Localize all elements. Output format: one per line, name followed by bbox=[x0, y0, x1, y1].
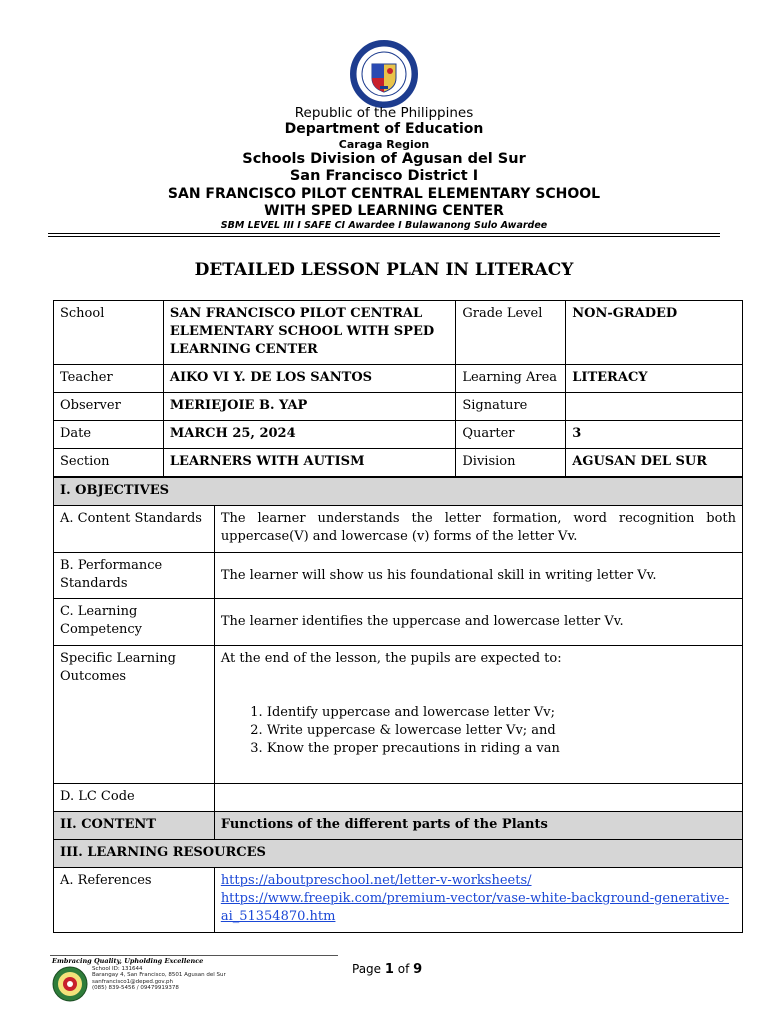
header-divider-double bbox=[48, 236, 720, 237]
lc-code-label: D. LC Code bbox=[54, 784, 215, 812]
table-row bbox=[54, 646, 743, 784]
content-heading: II. CONTENT bbox=[54, 812, 215, 840]
observer-label: Observer bbox=[54, 393, 164, 421]
header-division: Schools Division of Agusan del Sur bbox=[242, 151, 526, 167]
learning-area-value: LITERACY bbox=[566, 365, 743, 393]
content-standards-label: A. Content Standards bbox=[54, 506, 215, 553]
signature-label: Signature bbox=[456, 393, 566, 421]
content-standards-value: The learner understands the letter formation, word recognition both uppercase(V) and lowercase (v) forms of the letter Vv. bbox=[214, 506, 742, 553]
teacher-label: Teacher bbox=[54, 365, 164, 393]
footer-contact-info bbox=[92, 966, 226, 992]
section-label: Section bbox=[54, 449, 164, 477]
header-republic: Republic of the Philippines bbox=[294, 105, 474, 121]
page-number bbox=[352, 962, 422, 977]
table-row bbox=[54, 478, 743, 506]
objectives-heading: I. OBJECTIVES bbox=[54, 478, 743, 506]
page-of: of bbox=[397, 962, 410, 976]
performance-standards-value: The learner will show us his foundational skill in writing letter Vv. bbox=[214, 553, 742, 599]
header-divider bbox=[48, 233, 720, 234]
school-logo bbox=[52, 966, 88, 1002]
header-school-sped: WITH SPED LEARNING CENTER bbox=[264, 203, 504, 219]
specific-outcomes-cell bbox=[214, 646, 742, 784]
table-row bbox=[54, 868, 743, 933]
section-value: LEARNERS WITH AUTISM bbox=[163, 449, 455, 477]
page-total: 9 bbox=[413, 962, 423, 977]
observer-value: MERIEJOIE B. YAP bbox=[163, 393, 455, 421]
footer-school-id: School ID: 131644 bbox=[92, 966, 143, 972]
header-department: Department of Education bbox=[284, 121, 484, 137]
lc-code-value bbox=[214, 784, 742, 812]
quarter-label: Quarter bbox=[456, 421, 566, 449]
header-awards: SBM LEVEL III I SAFE CI Awardee I Bulawanong Sulo Awardee bbox=[220, 220, 548, 231]
performance-standards-label: B. Performance Standards bbox=[54, 553, 215, 599]
footer-email: sanfrancisco1@deped.gov.ph bbox=[92, 978, 173, 985]
lesson-table bbox=[53, 477, 743, 933]
learning-competency-value: The learner identifies the uppercase and lowercase letter Vv. bbox=[214, 599, 742, 646]
learning-area-label: Learning Area bbox=[456, 365, 566, 393]
list-item: 2. Write uppercase & lowercase letter Vv; and bbox=[267, 722, 736, 740]
footer-phone: (085) 839-5456 / 09479919378 bbox=[92, 985, 179, 992]
learning-competency-label: C. Learning Competency bbox=[54, 599, 215, 646]
outcomes-intro: At the end of the lesson, the pupils are expected to: bbox=[220, 651, 562, 666]
reference-link-letter-v[interactable]: https://aboutpreschool.net/letter-v-worksheets/ bbox=[220, 873, 532, 888]
specific-outcomes-label: Specific Learning Outcomes bbox=[54, 646, 215, 784]
page-word: Page bbox=[352, 962, 382, 976]
header-district: San Francisco District I bbox=[289, 168, 479, 184]
teacher-value: AIKO VI Y. DE LOS SANTOS bbox=[163, 365, 455, 393]
date-label: Date bbox=[54, 421, 164, 449]
table-row bbox=[54, 365, 743, 393]
footer-divider bbox=[50, 955, 338, 956]
table-row bbox=[54, 393, 743, 421]
reference-link-vase[interactable]: https://www.freepik.com/premium-vector/vase-white-background-generative-ai_51354870.htm bbox=[220, 891, 729, 924]
table-row bbox=[54, 421, 743, 449]
table-row bbox=[54, 784, 743, 812]
outcomes-list bbox=[221, 704, 736, 758]
table-row bbox=[54, 599, 743, 646]
deped-seal-logo bbox=[350, 40, 418, 108]
page-current: 1 bbox=[384, 962, 394, 977]
table-row bbox=[54, 506, 743, 553]
table-row bbox=[54, 449, 743, 477]
table-row bbox=[54, 553, 743, 599]
footer-motto: Embracing Quality, Upholding Excellence bbox=[52, 957, 204, 965]
references-cell bbox=[214, 868, 742, 933]
list-item: 3. Know the proper precautions in riding a van bbox=[267, 740, 736, 758]
quarter-value: 3 bbox=[566, 421, 743, 449]
table-row bbox=[54, 840, 743, 868]
references-label: A. References bbox=[54, 868, 215, 933]
list-item: 1. Identify uppercase and lowercase letter Vv; bbox=[267, 704, 736, 722]
document-title: DETAILED LESSON PLAN IN LITERACY bbox=[194, 260, 574, 280]
grade-level-label: Grade Level bbox=[456, 301, 566, 365]
grade-level-value: NON-GRADED bbox=[566, 301, 743, 365]
resources-heading: III. LEARNING RESOURCES bbox=[54, 840, 743, 868]
signature-value bbox=[566, 393, 743, 421]
table-row bbox=[54, 301, 743, 365]
table-row bbox=[54, 812, 743, 840]
school-label: School bbox=[54, 301, 164, 365]
date-value: MARCH 25, 2024 bbox=[163, 421, 455, 449]
content-value: Functions of the different parts of the Plants bbox=[214, 812, 742, 840]
info-table bbox=[53, 300, 743, 477]
footer-address: Barangay 4, San Francisco, 8501 Agusan del Sur bbox=[92, 972, 226, 979]
division-value: AGUSAN DEL SUR bbox=[566, 449, 743, 477]
header-region: Caraga Region bbox=[338, 138, 430, 151]
school-value: SAN FRANCISCO PILOT CENTRAL ELEMENTARY SCHOOL WITH SPED LEARNING CENTER bbox=[163, 301, 455, 365]
division-label: Division bbox=[456, 449, 566, 477]
header-school-name: SAN FRANCISCO PILOT CENTRAL ELEMENTARY SCHOOL bbox=[167, 186, 601, 202]
